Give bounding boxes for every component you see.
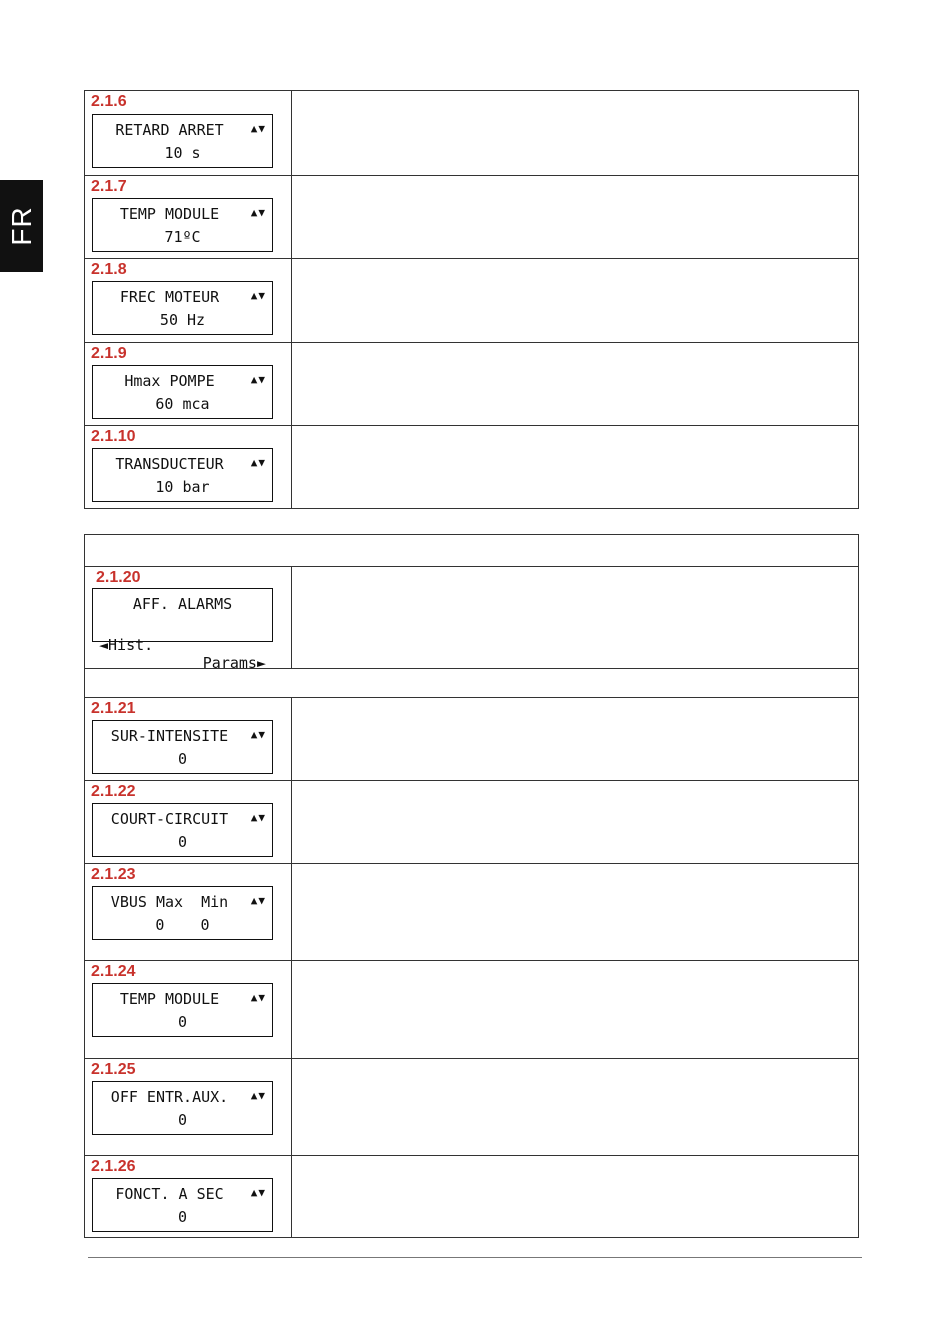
lcd-line-2: 10 s: [164, 144, 201, 162]
lcd-display: [92, 1178, 273, 1232]
lcd-line-1: TRANSDUCTEUR: [115, 455, 224, 473]
parameter-code: 2.1.10: [91, 428, 136, 445]
up-down-arrows-icon: ▲▼: [250, 811, 266, 824]
table-row: [85, 1155, 858, 1237]
lcd-line-2: 60 mca: [155, 395, 210, 413]
up-down-arrows-icon: ▲▼: [250, 1186, 266, 1199]
lcd-display: [92, 281, 273, 335]
lcd-display: [92, 803, 273, 857]
lcd-line-2: 0: [177, 1013, 188, 1031]
parameter-code: 2.1.9: [91, 345, 127, 362]
table-row: [85, 175, 858, 258]
lcd-line-2: 0: [177, 1208, 188, 1226]
params-option: Params►: [202, 654, 266, 672]
up-down-arrows-icon: ▲▼: [250, 206, 266, 219]
table-row: [85, 960, 858, 1058]
lcd-line-2: 0: [177, 750, 188, 768]
footer-rule: [88, 1257, 862, 1258]
lcd-line-1: SUR-INTENSITE: [110, 727, 229, 745]
parameter-code: 2.1.24: [91, 963, 136, 980]
up-down-arrows-icon: ▲▼: [250, 1089, 266, 1102]
parameter-code: 2.1.20: [96, 569, 141, 586]
up-down-arrows-icon: ▲▼: [250, 289, 266, 302]
parameter-code: 2.1.7: [91, 178, 127, 195]
lcd-display: [92, 448, 273, 502]
up-down-arrows-icon: ▲▼: [250, 122, 266, 135]
up-down-arrows-icon: ▲▼: [250, 894, 266, 907]
up-down-arrows-icon: ▲▼: [250, 991, 266, 1004]
lcd-line-2: 71ºC: [164, 228, 201, 246]
lcd-line-2: 10 bar: [155, 478, 210, 496]
lcd-display: [92, 365, 273, 419]
parameter-code: 2.1.25: [91, 1061, 136, 1078]
table-row: [85, 780, 858, 863]
table-row: [85, 425, 858, 508]
lcd-line-2: 0 0: [155, 916, 210, 934]
lcd-line-1: COURT-CIRCUIT: [110, 810, 229, 828]
table-row: [85, 258, 858, 342]
lcd-line-1: VBUS Max Min: [110, 893, 229, 911]
lcd-display: [92, 983, 273, 1037]
lcd-line-1: FONCT. A SEC: [115, 1185, 224, 1203]
lcd-display: [92, 720, 273, 774]
table-row: [85, 1058, 858, 1155]
parameter-code: 2.1.23: [91, 866, 136, 883]
up-down-arrows-icon: ▲▼: [250, 456, 266, 469]
lcd-line-1: TEMP MODULE: [119, 205, 220, 223]
parameter-code: 2.1.6: [91, 93, 127, 110]
parameter-code: 2.1.26: [91, 1158, 136, 1175]
parameter-code: 2.1.21: [91, 700, 136, 717]
lcd-line-2: 0: [177, 1111, 188, 1129]
lcd-line-1: OFF ENTR.AUX.: [110, 1088, 229, 1106]
up-down-arrows-icon: ▲▼: [250, 373, 266, 386]
lcd-line-1: AFF. ALARMS: [132, 595, 233, 613]
lcd-display: [92, 588, 273, 672]
lcd-display: [92, 886, 273, 940]
history-option: ◄Hist.: [99, 636, 154, 654]
table-row: [85, 342, 858, 425]
lcd-display: [92, 114, 273, 168]
parameter-table-1: [84, 90, 859, 509]
lcd-line-1: Hmax POMPE: [124, 372, 215, 390]
up-down-arrows-icon: ▲▼: [250, 728, 266, 741]
table-row: [85, 91, 858, 175]
lcd-display: [92, 198, 273, 252]
section-header-row: [85, 535, 858, 566]
lcd-display: [92, 1081, 273, 1135]
table-row: [85, 566, 858, 672]
language-tab: [0, 180, 43, 272]
parameter-code: 2.1.8: [91, 261, 127, 278]
lcd-line-1: FREC MOTEUR: [119, 288, 220, 306]
table-row: [85, 697, 858, 780]
section-header-row: [85, 668, 858, 697]
language-tab-label: FR: [5, 206, 37, 246]
lcd-line-2: 0: [177, 833, 188, 851]
parameter-table-2: [84, 534, 859, 1238]
lcd-line-2: 50 Hz: [159, 311, 206, 329]
table-row: [85, 863, 858, 960]
lcd-line-1: RETARD ARRET: [115, 121, 224, 139]
lcd-line-1: TEMP MODULE: [119, 990, 220, 1008]
parameter-code: 2.1.22: [91, 783, 136, 800]
